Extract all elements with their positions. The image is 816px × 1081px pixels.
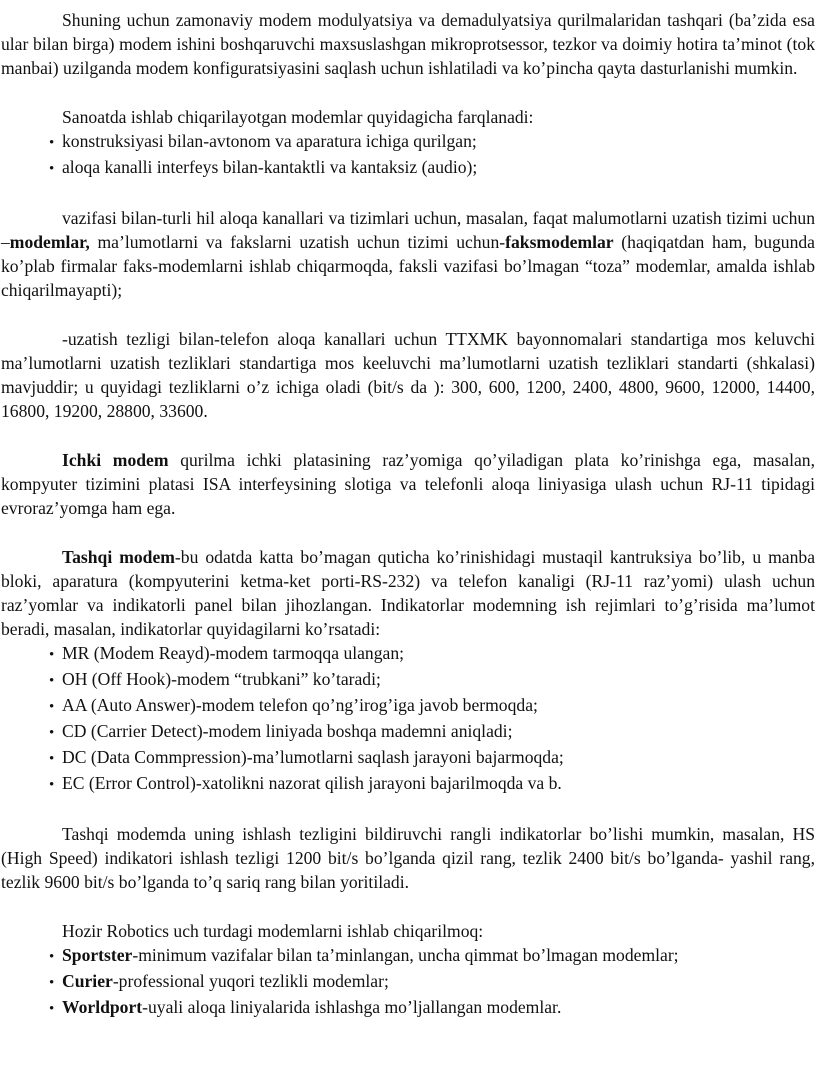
bold-term: Sportster xyxy=(62,945,133,965)
paragraph-external-modem: Tashqi modem-bu odatda katta bo’magan quticha ko’rinishidagi mustaqil kantruksiya bo’lib, u manba bloki, aparatura (kompyuterini ketma-ket porti-RS-232) va telefon kanaligi (RJ-11 raz’yomi) ulash uchun raz’yomlar va indikatorli panel bilan jihozlangan. Indikatorlar modemning ish rejimlari to’g’risida ma’lumot beradi, masalan, indikatorlar quyidagilarni ko’rsatadi: xyxy=(1,547,815,639)
bullet-icon: • xyxy=(49,1001,55,1017)
list-item: • Worldport-uyali aloqa liniyalarida ishlashga mo’ljallangan modemlar. xyxy=(1,995,815,1021)
paragraph-purpose: vazifasi bilan-turli hil aloqa kanallari va tizimlari uchun, masalan, faqat malumotlarni uzatish tizimi uchun –modemlar, ma’lumotlarni va fakslarni uzatish uchun tizimi uchun-faksmodemlar (haqiqatdan ham, bugunda ko’plab firmalar faks-modemlarni ishlab chiqarmoqda, faksli vazifasi bo’lmagan “toza” modemlar, amalda ishlab chiqarilmayapti); xyxy=(1,208,815,300)
bullet-list-indicators xyxy=(1,641,815,797)
list-item: • aloqa kanalli interfeys bilan-kantaktli va kantaksiz (audio); xyxy=(1,155,815,181)
bullet-icon: • xyxy=(49,673,55,689)
bullet-list-robotics-modems xyxy=(1,943,815,1021)
list-item: • EC (Error Control)-xatolikni nazorat qilish jarayoni bajarilmoqda va b. xyxy=(1,771,815,797)
list-item: • Sportster-minimum vazifalar bilan ta’minlangan, uncha qimmat bo’lmagan modemlar; xyxy=(1,943,815,969)
bullet-icon: • xyxy=(49,751,55,767)
bullet-icon: • xyxy=(49,161,55,177)
paragraph-robotics-intro: Hozir Robotics uch turdagi modemlarni ishlab chiqarilmoq: xyxy=(62,921,484,941)
list-item: • DC (Data Commpression)-ma’lumotlarni saqlash jarayoni bajarmoqda; xyxy=(1,745,815,771)
bullet-icon: • xyxy=(49,949,55,965)
bullet-icon: • xyxy=(49,699,55,715)
paragraph-modem-components: Shuning uchun zamonaviy modem modulyatsiya va demadulyatsiya qurilmalaridan tashqari (ba’zida esa ular bilan birga) modem ishini boshqaruvchi maxsuslashgan mikroprotsessor, tezkor va doimiy hotira ta’minot (tok manbai) uzilganda modem konfiguratsiyasini saqlash uchun ishlatiladi va ko’pincha qayta dasturlanishi mumkin. xyxy=(1,10,815,78)
bullet-icon: • xyxy=(49,777,55,793)
list-item: • OH (Off Hook)-modem “trubkani” ko’taradi; xyxy=(1,667,815,693)
bold-term: Curier xyxy=(62,971,113,991)
list-item: • MR (Modem Reayd)-modem tarmoqqa ulangan; xyxy=(1,641,815,667)
bold-term: Tashqi modem xyxy=(62,547,175,567)
list-item: • konstruksiyasi bilan-avtonom va aparatura ichiga qurilgan; xyxy=(1,129,815,155)
paragraph-speed: -uzatish tezligi bilan-telefon aloqa kanallari uchun TTXMK bayonnomalari standartiga mos keluvchi ma’lumotlarni uzatish tezliklari standartiga mos keeluvchi ma’lumotlarni uzatish tezliklari standarti (shkalasi) mavjuddir; u quyidagi tezliklarni o’z ichiga oladi (bit/s da ): 300, 600, 1200, 2400, 4800, 9600, 12000, 14400, 16800, 19200, 28800, 33600. xyxy=(1,329,815,421)
paragraph-modem-types-intro: Sanoatda ishlab chiqarilayotgan modemlar quyidagicha farqlanadi: xyxy=(62,107,534,127)
bullet-icon: • xyxy=(49,647,55,663)
paragraph-speed-indicators: Tashqi modemda uning ishlash tezligini bildiruvchi rangli indikatorlar bo’lishi mumkin, masalan, HS (High Speed) indikatori ishlash tezligi 1200 bit/s bo’lganda qizil rang, tezlik 2400 bit/s bo’lganda- yashil rang, tezlik 9600 bit/s bo’lganda to’q sariq rang bilan yoritiladi. xyxy=(1,824,815,892)
bold-term: modemlar, xyxy=(9,232,90,252)
list-item: • AA (Auto Answer)-modem telefon qo’ng’irog’iga javob bermoqda; xyxy=(1,693,815,719)
bold-term: Worldport xyxy=(62,997,143,1017)
bullet-icon: • xyxy=(49,975,55,991)
paragraph-internal-modem: Ichki modem qurilma ichki platasining raz’yomiga qo’yiladigan plata ko’rinishga ega, masalan, kompyuter tizimini platasi ISA interfeysining slotiga va telefonli aloqa liniyasiga ulash uchun RJ-11 tipidagi evroraz’yomga ham ega. xyxy=(1,450,816,518)
bullet-icon: • xyxy=(49,725,55,741)
bold-term: faksmodemlar xyxy=(505,232,614,252)
bold-term: Ichki modem xyxy=(62,450,169,470)
list-item: • Curier-professional yuqori tezlikli modemlar; xyxy=(1,969,815,995)
list-item: • CD (Carrier Detect)-modem liniyada boshqa mademni aniqladi; xyxy=(1,719,815,745)
bullet-list-modem-types xyxy=(1,129,815,181)
bullet-icon: • xyxy=(49,135,55,151)
